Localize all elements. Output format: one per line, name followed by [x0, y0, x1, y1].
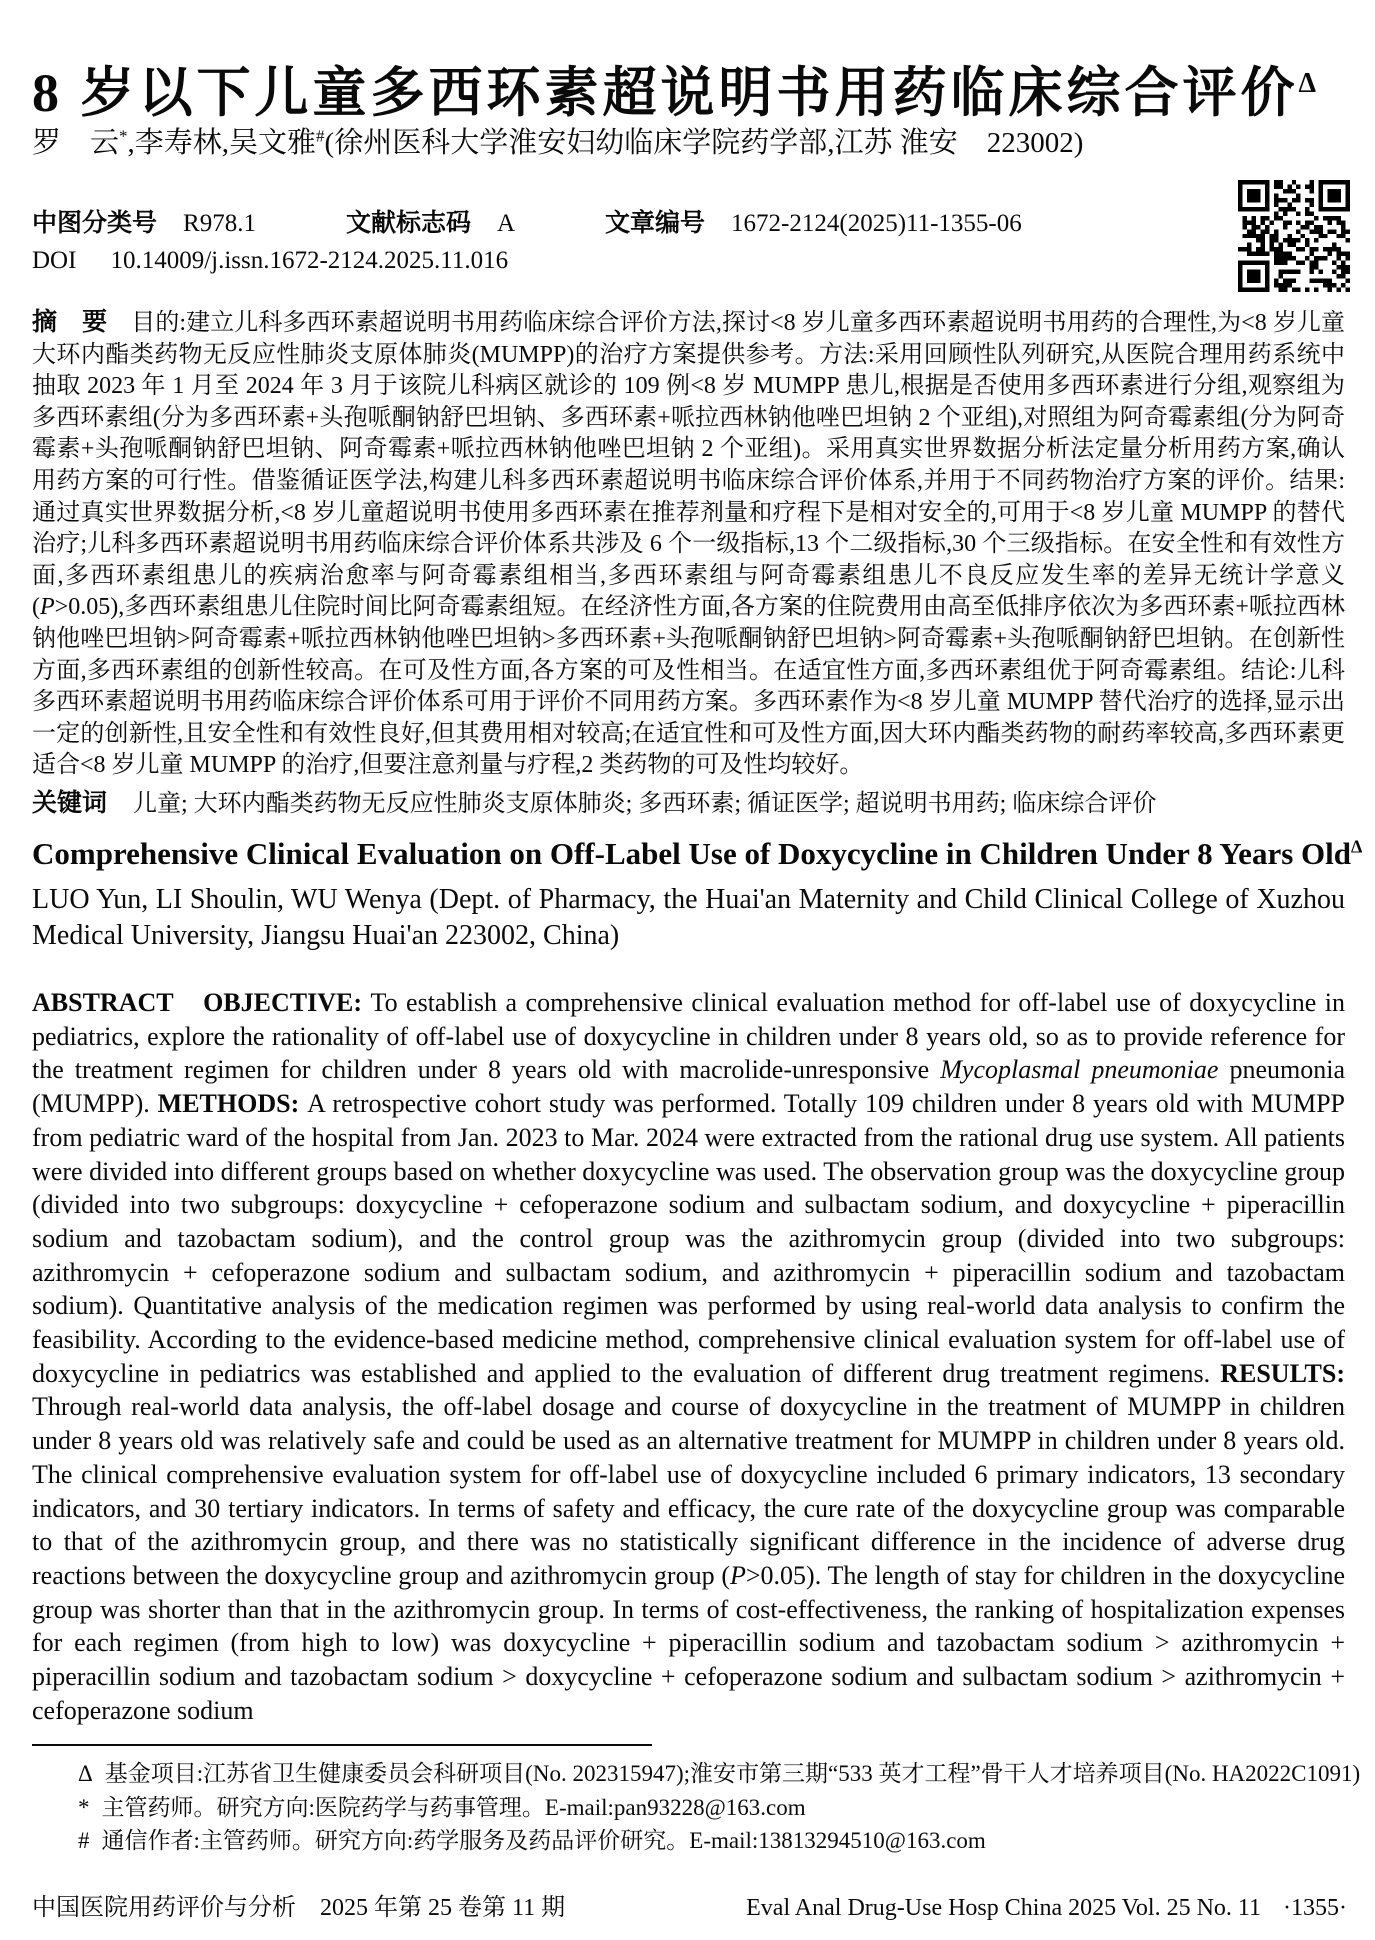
- footnote-marker: *: [78, 1794, 90, 1820]
- footnote-fund-project: [32, 1757, 1368, 1791]
- title-en-footnote-marker: Δ: [1350, 836, 1363, 857]
- abstract-cn-label: 摘 要: [32, 308, 108, 336]
- clc-label: 中图分类号: [32, 209, 158, 237]
- article-title-cn: [32, 50, 1362, 127]
- article-title-en-text: Comprehensive Clinical Evaluation on Off-Label Use of Doxycycline in Children Under 8 Years Old: [32, 836, 1351, 871]
- authors-affiliation-cn: 罗 云*,李寿林,吴文雅#(徐州医科大学淮安妇幼临床学院药学部,江苏 淮安 223002): [32, 126, 1084, 159]
- abstract-cn-body: 目的:建立儿科多西环素超说明书用药临床综合评价方法,探讨<8 岁儿童多西环素超说明书用药的合理性,为<8 岁儿童大环内酯类药物无反应性肺炎支原体肺炎(MUMPP)的治疗方案提供参考。方法:采用回顾性队列研究,从医院合理用药系统中抽取 2023 年 1 月至 2024 年 3 月于该院儿科病区就诊的 109 例<8 岁 MUMPP 患儿,根据是否使用多西环素进行分组,观察组为多西环素组(分为多西环素+头孢哌酮钠舒巴坦钠、多西环素+哌拉西林钠他唑巴坦钠 2 个亚组),对照组为阿奇霉素组(分为阿奇霉素+头孢哌酮钠舒巴坦钠、阿奇霉素+哌拉西林钠他唑巴坦钠 2 个亚组)。采用真实世界数据分析法定量分析用药方案,确认用药方案的可行性。借鉴循证医学法,构建儿科多西环素超说明书临床综合评价体系,并用于不同药物治疗方案的评价。结果:通过真实世界数据分析,<8 岁儿童超说明书使用多西环素在推荐剂量和疗程下是相对安全的,可用于<8 岁儿童 MUMPP 的替代治疗;儿科多西环素超说明书用药临床综合评价体系共涉及 6 个一级指标,13 个二级指标,30 个三级指标。在安全性和有效性方面,多西环素组患儿的疾病治愈率与阿奇霉素组相当,多西环素组与阿奇霉素组患儿不良反应发生率的差异无统计学意义(P>0.05),多西环素组患儿住院时间比阿奇霉素组短。在经济性方面,各方案的住院费用由高至低排序依次为多西环素+哌拉西林钠他唑巴坦钠>阿奇霉素+哌拉西林钠他唑巴坦钠>多西环素+头孢哌酮钠舒巴坦钠>阿奇霉素+头孢哌酮钠舒巴坦钠。在创新性方面,多西环素组的创新性较高。在可及性方面,各方案的可及性相当。在适宜性方面,多西环素组优于阿奇霉素组。结论:儿科多西环素超说明书用药临床综合评价体系可用于评价不同用药方案。多西环素作为<8 岁儿童 MUMPP 替代治疗的选择,显示出一定的创新性,且安全性和有效性良好,但其费用相对较高;在适宜性和可及性方面,因大环内酯类药物的耐药率较高,多西环素更适合<8 岁儿童 MUMPP 的治疗,但要注意剂量与疗程,2 类药物的可及性均较好。: [32, 310, 1345, 779]
- abstract-en: ABSTRACT OBJECTIVE: To establish a comprehensive clinical evaluation method for off-label use of doxycycline in pediatrics, explore the rationality of off-label use of doxycycline in children under 8 years old, so as to provide reference for the treatment regimen for children under 8 years old with macrolide-unresponsive Mycoplasmal pneumoniae pneumonia (MUMPP). METHODS: A retrospective cohort study was performed. Totally 109 children under 8 years old with MUMPP from pediatric ward of the hospital from Jan. 2023 to Mar. 2024 were extracted from the rational drug use system. All patients were divided into different groups based on whether doxycycline was used. The observation group was the doxycycline group (divided into two subgroups: doxycycline + cefoperazone sodium and sulbactam sodium, and doxycycline + piperacillin sodium and tazobactam sodium), and the control group was the azithromycin group (divided into two subgroups: azithromycin + cefoperazone sodium and sulbactam sodium, and azithromycin + piperacillin sodium and tazobactam sodium). Quantitative analysis of the medication regimen was performed by using real-world data analysis to confirm the feasibility. According to the evidence-based medicine method, comprehensive clinical evaluation system for off-label use of doxycycline in pediatrics was established and applied to the evaluation of different drug treatment regimens. RESULTS: Through real-world data analysis, the off-label dosage and course of doxycycline in the treatment of MUMPP in children under 8 years old was relatively safe and could be used as an alternative treatment for MUMPP in children under 8 years old. The clinical comprehensive evaluation system for off-label use of doxycycline included 6 primary indicators, 13 secondary indicators, and 30 tertiary indicators. In terms of safety and efficacy, the cure rate of the doxycycline group was comparable to that of the azithromycin group, and there was no statistically significant difference in the incidence of adverse drug reactions between the doxycycline group and azithromycin group (P>0.05). The length of stay for children in the doxycycline group was shorter than that in the azithromycin group. In terms of cost-effectiveness, the ranking of hospitalization expenses for each regimen (from high to low) was doxycycline + piperacillin sodium and tazobactam sodium > azithromycin + piperacillin sodium and tazobactam sodium > doxycycline + cefoperazone sodium and sulbactam sodium > azithromycin + cefoperazone sodium: [32, 988, 1346, 1725]
- title-footnote-marker: Δ: [1298, 68, 1317, 100]
- authors-affiliation-en: LUO Yun, LI Shoulin, WU Wenya (Dept. of Pharmacy, the Huai'an Maternity and Child Clinical College of Xuzhou Medical University, Jiangsu Huai'an 223002, China): [32, 884, 1345, 951]
- footnote-corresponding-author: [32, 1824, 1368, 1858]
- footnote-text: 主管药师。研究方向:医院药学与药事管理。E-mail:pan93228@163.com: [101, 1794, 806, 1820]
- keywords-row: [32, 783, 1362, 819]
- footnote-text: 基金项目:江苏省卫生健康委员会科研项目(No. 202315947);淮安市第三期“533 英才工程”骨干人才培养项目(No. HA2022C1091): [104, 1761, 1361, 1786]
- article-id-value: 1672-2124(2025)11-1355-06: [731, 210, 1022, 237]
- doc-code-label: 文献标志码: [345, 209, 471, 237]
- article-title-cn-text: 8 岁以下儿童多西环素超说明书用药临床综合评价: [32, 63, 1299, 124]
- footer-journal-en: [746, 1895, 1347, 1922]
- footnote-text: 通信作者:主管药师。研究方向:药学服务及药品评价研究。E-mail:13813294510@163.com: [101, 1828, 986, 1853]
- doi-label: DOI: [32, 247, 77, 274]
- article-title-en: [32, 836, 1362, 872]
- footnote-first-author: [32, 1791, 1368, 1825]
- footnote-marker: Δ: [78, 1761, 93, 1786]
- footnote-marker: #: [78, 1828, 90, 1853]
- footnotes: [32, 1757, 1368, 1858]
- footer-journal-cn: 中国医院用药评价与分析 2025 年第 25 卷第 11 期: [32, 1895, 566, 1921]
- footer-page-number: ·1355·: [1283, 1895, 1347, 1921]
- page-footer: [32, 1887, 1347, 1922]
- clc-value: R978.1: [183, 210, 256, 237]
- doi-row: [32, 247, 508, 275]
- qr-code: [1238, 180, 1350, 292]
- doc-code-value: A: [496, 210, 516, 237]
- keywords-label: 关键词: [32, 789, 108, 817]
- article-meta-row: [32, 203, 1022, 239]
- abstract-cn: [32, 307, 1345, 782]
- footer-journal-en-text: Eval Anal Drug-Use Hosp China 2025 Vol. 25 No. 11: [746, 1895, 1262, 1921]
- article-id-label: 文章编号: [605, 209, 706, 237]
- footnote-divider: [32, 1744, 652, 1746]
- keywords-text: 儿童; 大环内酯类药物无反应性肺炎支原体肺炎; 多西环素; 循证医学; 超说明书用药; 临床综合评价: [133, 791, 1157, 817]
- doi-value: 10.14009/j.issn.1672-2124.2025.11.016: [110, 247, 509, 274]
